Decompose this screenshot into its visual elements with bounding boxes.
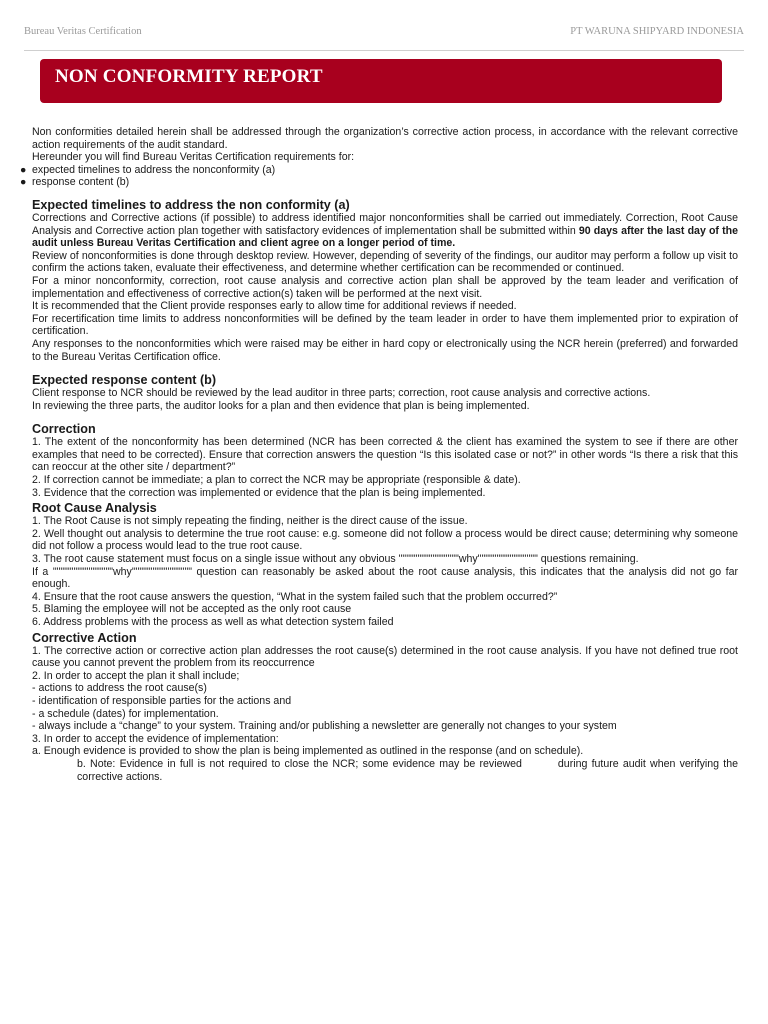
timelines-paragraph: Any responses to the nonconformities which were raised may be either in hard copy or electronically using the NCR herein (preferred) and forwarded to the Bureau Veritas Certification office.	[32, 337, 738, 363]
timelines-paragraph	[32, 212, 738, 250]
root-cause-item: 1. The Root Cause is not simply repeating the finding, neither is the direct cause of the issue.	[32, 515, 468, 528]
intro-bullet-list	[20, 163, 738, 189]
intro-paragraph: Non conformities detailed herein shall be addressed through the organization’s corrective action process, in accordance with the relevant corrective action requirements of the audit standard.	[32, 126, 738, 151]
intro-lead: Hereunder you will find Bureau Veritas Certification requirements for:	[32, 151, 355, 164]
section-heading-timelines: Expected timelines to address the non conformity (a)	[32, 197, 350, 212]
corrective-note	[32, 758, 738, 783]
corrective-item: - identification of responsible parties for the actions and	[32, 694, 292, 707]
root-cause-item: If a """"""""""""""""why"""""""""""""""" question can reasonably be asked about the root cause analysis, this indicates that the analysis did not go far enough.	[32, 565, 738, 591]
list-item	[20, 176, 738, 189]
timelines-paragraph: For recertification time limits to address nonconformities will be defined by the team leader in order to have them implemented prior to expiration of certification.	[32, 312, 738, 338]
section-heading-root-cause: Root Cause Analysis	[32, 501, 157, 516]
corrective-item: 3. In order to accept the evidence of implementation:	[32, 732, 279, 745]
root-cause-item: 4. Ensure that the root cause answers the question, “What in the system failed such that the problem occurred?”	[32, 590, 558, 603]
corrective-note-text: b. Note: Evidence in full is not required to close the NCR; some evidence may be reviewed	[77, 757, 522, 770]
correction-item: 3. Evidence that the correction was implemented or evidence that the plan is being implemented.	[32, 486, 486, 499]
corrective-item: a. Enough evidence is provided to show the plan is being implemented as outlined in the response (and on schedule).	[32, 745, 584, 758]
page-title: NON CONFORMITY REPORT	[55, 66, 323, 87]
correction-item: 2. If correction cannot be immediate; a plan to correct the NCR may be appropriate (responsible & date).	[32, 474, 521, 487]
corrective-item: 1. The corrective action or corrective action plan addresses the root cause(s) determined in the root cause analysis. If you have not defined true root cause you cannot prevent the problem from its reoccurrence	[32, 644, 738, 670]
title-banner	[40, 59, 722, 103]
report-body	[20, 126, 738, 783]
root-cause-item: 2. Well thought out analysis to determine the true root cause: e.g. someone did not follow a process would be direct cause; determining why someone did not follow a process would lead to the true root cause.	[32, 527, 738, 553]
corrective-item: 2. In order to accept the plan it shall include;	[32, 669, 240, 682]
correction-item: 1. The extent of the nonconformity has been determined (NCR has been corrected & the client has examined the system to see if there are other examples that need to be corrected). Ensure that correction answers the question “Is this isolated case or not?” in other words “Is there a risk that this can reoccur at the other site / department?”	[32, 436, 738, 474]
list-item-text: expected timelines to address the nonconformity (a)	[32, 163, 276, 176]
bullet-icon: ●	[20, 176, 27, 189]
corrective-item: - actions to address the root cause(s)	[32, 682, 207, 695]
list-item-text: response content (b)	[32, 176, 130, 189]
header-org-left: Bureau Veritas Certification	[24, 26, 142, 37]
section-heading-correction: Correction	[32, 422, 96, 437]
bullet-icon: ●	[20, 163, 27, 176]
response-paragraph: Client response to NCR should be reviewed by the lead auditor in three parts; correction, root cause analysis and corrective actions.	[32, 387, 651, 400]
root-cause-item: 6. Address problems with the process as well as what detection system failed	[32, 616, 394, 628]
section-heading-response: Expected response content (b)	[32, 373, 217, 388]
list-item	[20, 163, 738, 177]
timelines-emphasis: 90 days after the last day of the audit unless Bureau Veritas Certification and client agree on a longer period of time.	[32, 224, 738, 250]
corrective-item: - a schedule (dates) for implementation.	[32, 707, 219, 720]
header-org-right: PT WARUNA SHIPYARD INDONESIA	[570, 26, 744, 37]
corrective-item: - always include a “change” to your system. Training and/or publishing a newsletter are generally not changes to your system	[32, 720, 617, 733]
timelines-paragraph: It is recommended that the Client provide responses early to allow time for additional reviews if needed.	[32, 300, 517, 313]
section-heading-corrective-action: Corrective Action	[32, 630, 137, 645]
timelines-paragraph: Review of nonconformities is done through desktop review. However, depending of severity of the findings, our auditor may perform a follow up visit to confirm the actions taken, evaluate their effectiveness, and determine whether certification can be recommended or continued.	[32, 249, 738, 275]
response-paragraph: In reviewing the three parts, the auditor looks for a plan and then evidence that plan is being implemented.	[32, 399, 530, 412]
page-header	[24, 24, 744, 51]
root-cause-item: 5. Blaming the employee will not be accepted as the only root cause	[32, 603, 352, 616]
timelines-paragraph: For a minor nonconformity, correction, root cause analysis and corrective action plan shall be approved by the team leader and verification of implementation and effectiveness of corrective action(s) taken will be performed at the next visit.	[32, 274, 738, 300]
corrective-note-text-cont: during future audit when verifying the corrective actions.	[77, 757, 738, 783]
root-cause-item: 3. The root cause statement must focus on a single issue without any obvious """"""""""""""""why"""""""""""""""" questions remaining.	[32, 553, 639, 566]
timelines-text: Corrections and Corrective actions (if possible) to address identified major nonconformities shall be carried out immediately. Correction, Root Cause Analysis and Corrective action plan together with satisfactory evidences of implementation shall be submitted within	[32, 211, 738, 237]
